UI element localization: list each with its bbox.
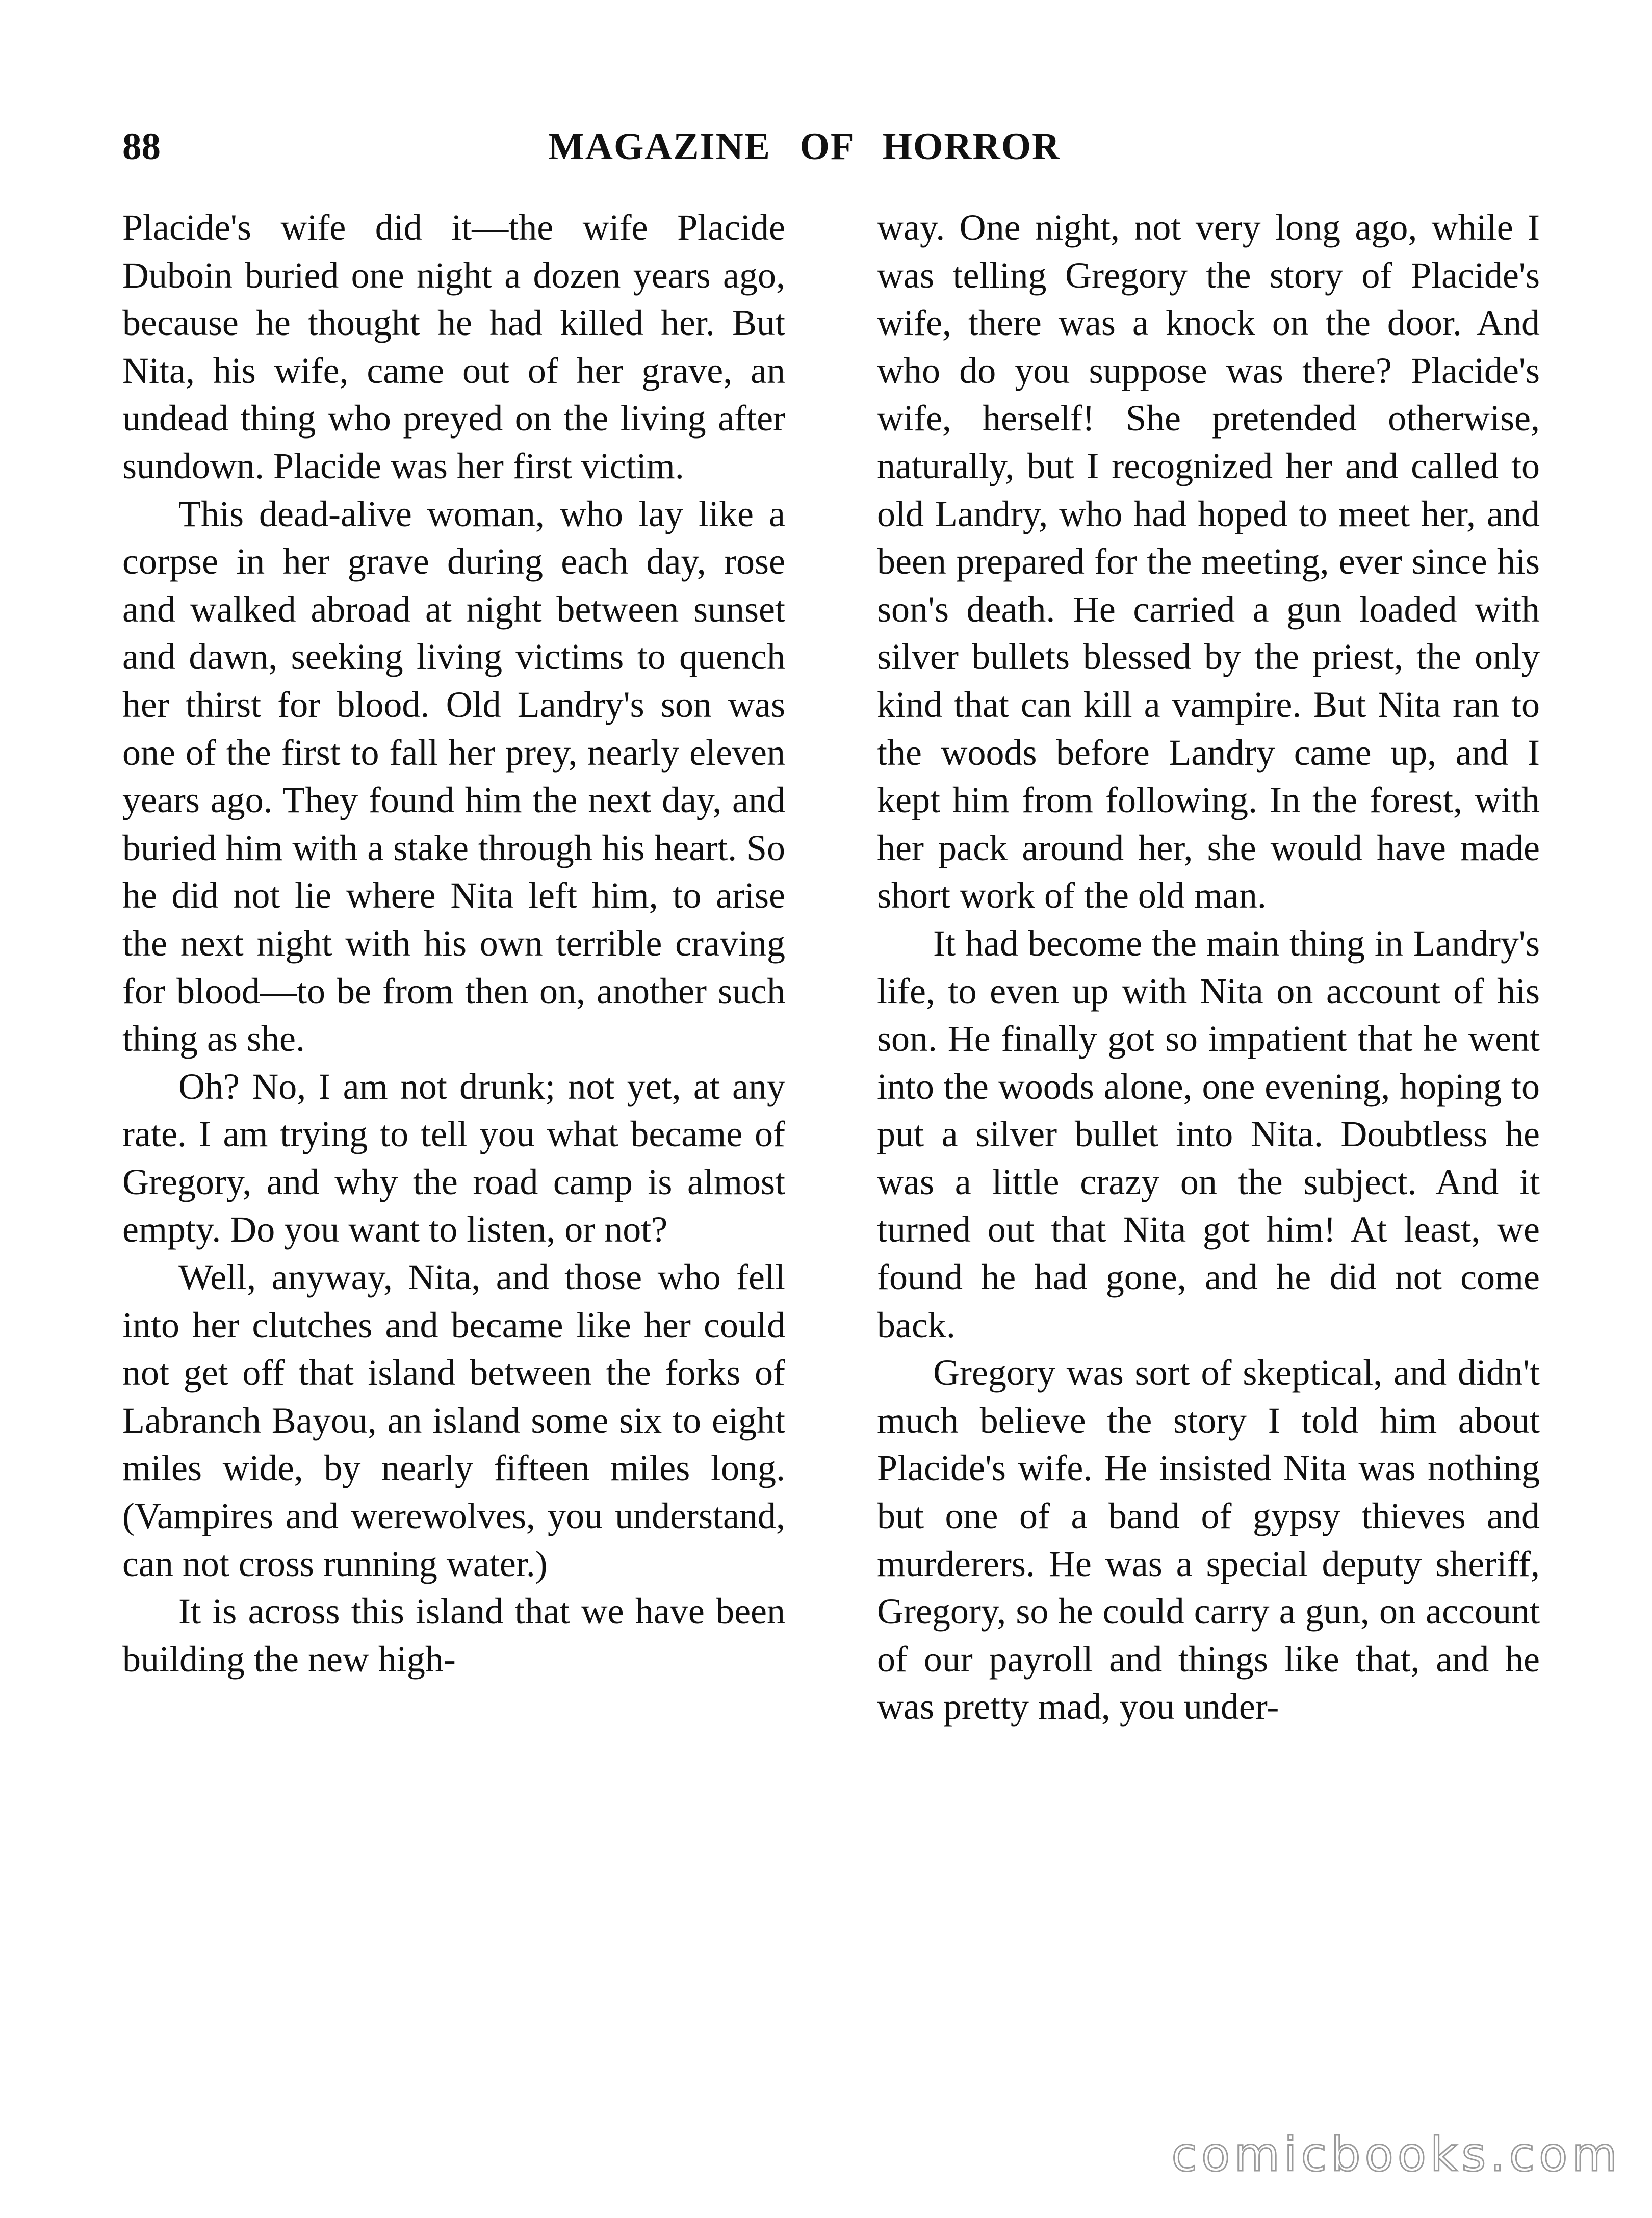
right-text-column bbox=[877, 204, 1540, 1731]
page-number: 88 bbox=[122, 125, 161, 168]
paragraph: Oh? No, I am not drunk; not yet, at any rate. I am trying to tell you what became of Gregory, and why the road camp is almost empty. Do you want to listen, or not? bbox=[122, 1066, 785, 1250]
paragraph: Gregory was sort of skeptical, and didn't much believe the story I told him about Placide's wife. He insisted Nita was nothing but one of a band of gypsy thieves and murderers. He was a special deputy sheriff, Gregory, so he could carry a gun, on account of our payroll and things like that, and he was pretty mad, you under- bbox=[877, 1352, 1540, 1727]
left-text-column bbox=[122, 204, 785, 1683]
paragraph: This dead-alive woman, who lay like a corpse in her grave during each day, rose and walked abroad at night between sunset and dawn, seeking living victims to quench her thirst for blood. Old Landry's son was one of the first to fall her prey, nearly eleven years ago. They found him the next day, and buried him with a stake through his heart. So he did not lie where Nita left him, to arise the next night with his own terrible craving for blood—to be from then on, another such thing as she. bbox=[122, 493, 785, 1060]
watermark-logo: comicbooks.com bbox=[1171, 2127, 1621, 2182]
paragraph: Well, anyway, Nita, and those who fell into her clutches and became like her could not get off that island between the forks of Labranch Bayou, an island some six to eight miles wide, by nearly fifteen miles long. (Vampires and werewolves, you understand, can not cross running water.) bbox=[122, 1257, 785, 1584]
paragraph: Placide's wife did it—the wife Placide Duboin buried one night a dozen years ago, because he thought he had killed her. But Nita, his wife, came out of her grave, an undead thing who preyed on the living after sundown. Placide was her first victim. bbox=[122, 207, 785, 486]
paragraph: It had become the main thing in Landry's life, to even up with Nita on account of his son. He finally got so impatient that he went into the woods alone, one evening, hoping to put a silver bullet into Nita. Doubtless he was a little crazy on the subject. And it turned out that Nita got him! At least, we found he had gone, and he did not come back. bbox=[877, 922, 1540, 1346]
paragraph: way. One night, not very long ago, while I was telling Gregory the story of Placide's wife, there was a knock on the door. And who do you suppose was there? Placide's wife, herself! She pretended otherwise, naturally, but I recognized her and called to old Landry, who had hoped to meet her, and been prepared for the meeting, ever since his son's death. He carried a gun loaded with silver bullets blessed by the priest, the only kind that can kill a vampire. But Nita ran to the woods before Landry came up, and I kept him from following. In the forest, with her pack around her, she would have made short work of the old man. bbox=[877, 207, 1540, 916]
paragraph: It is across this island that we have been building the new high- bbox=[122, 1591, 785, 1680]
running-head-title: MAGAZINE OF HORROR bbox=[548, 125, 1061, 168]
